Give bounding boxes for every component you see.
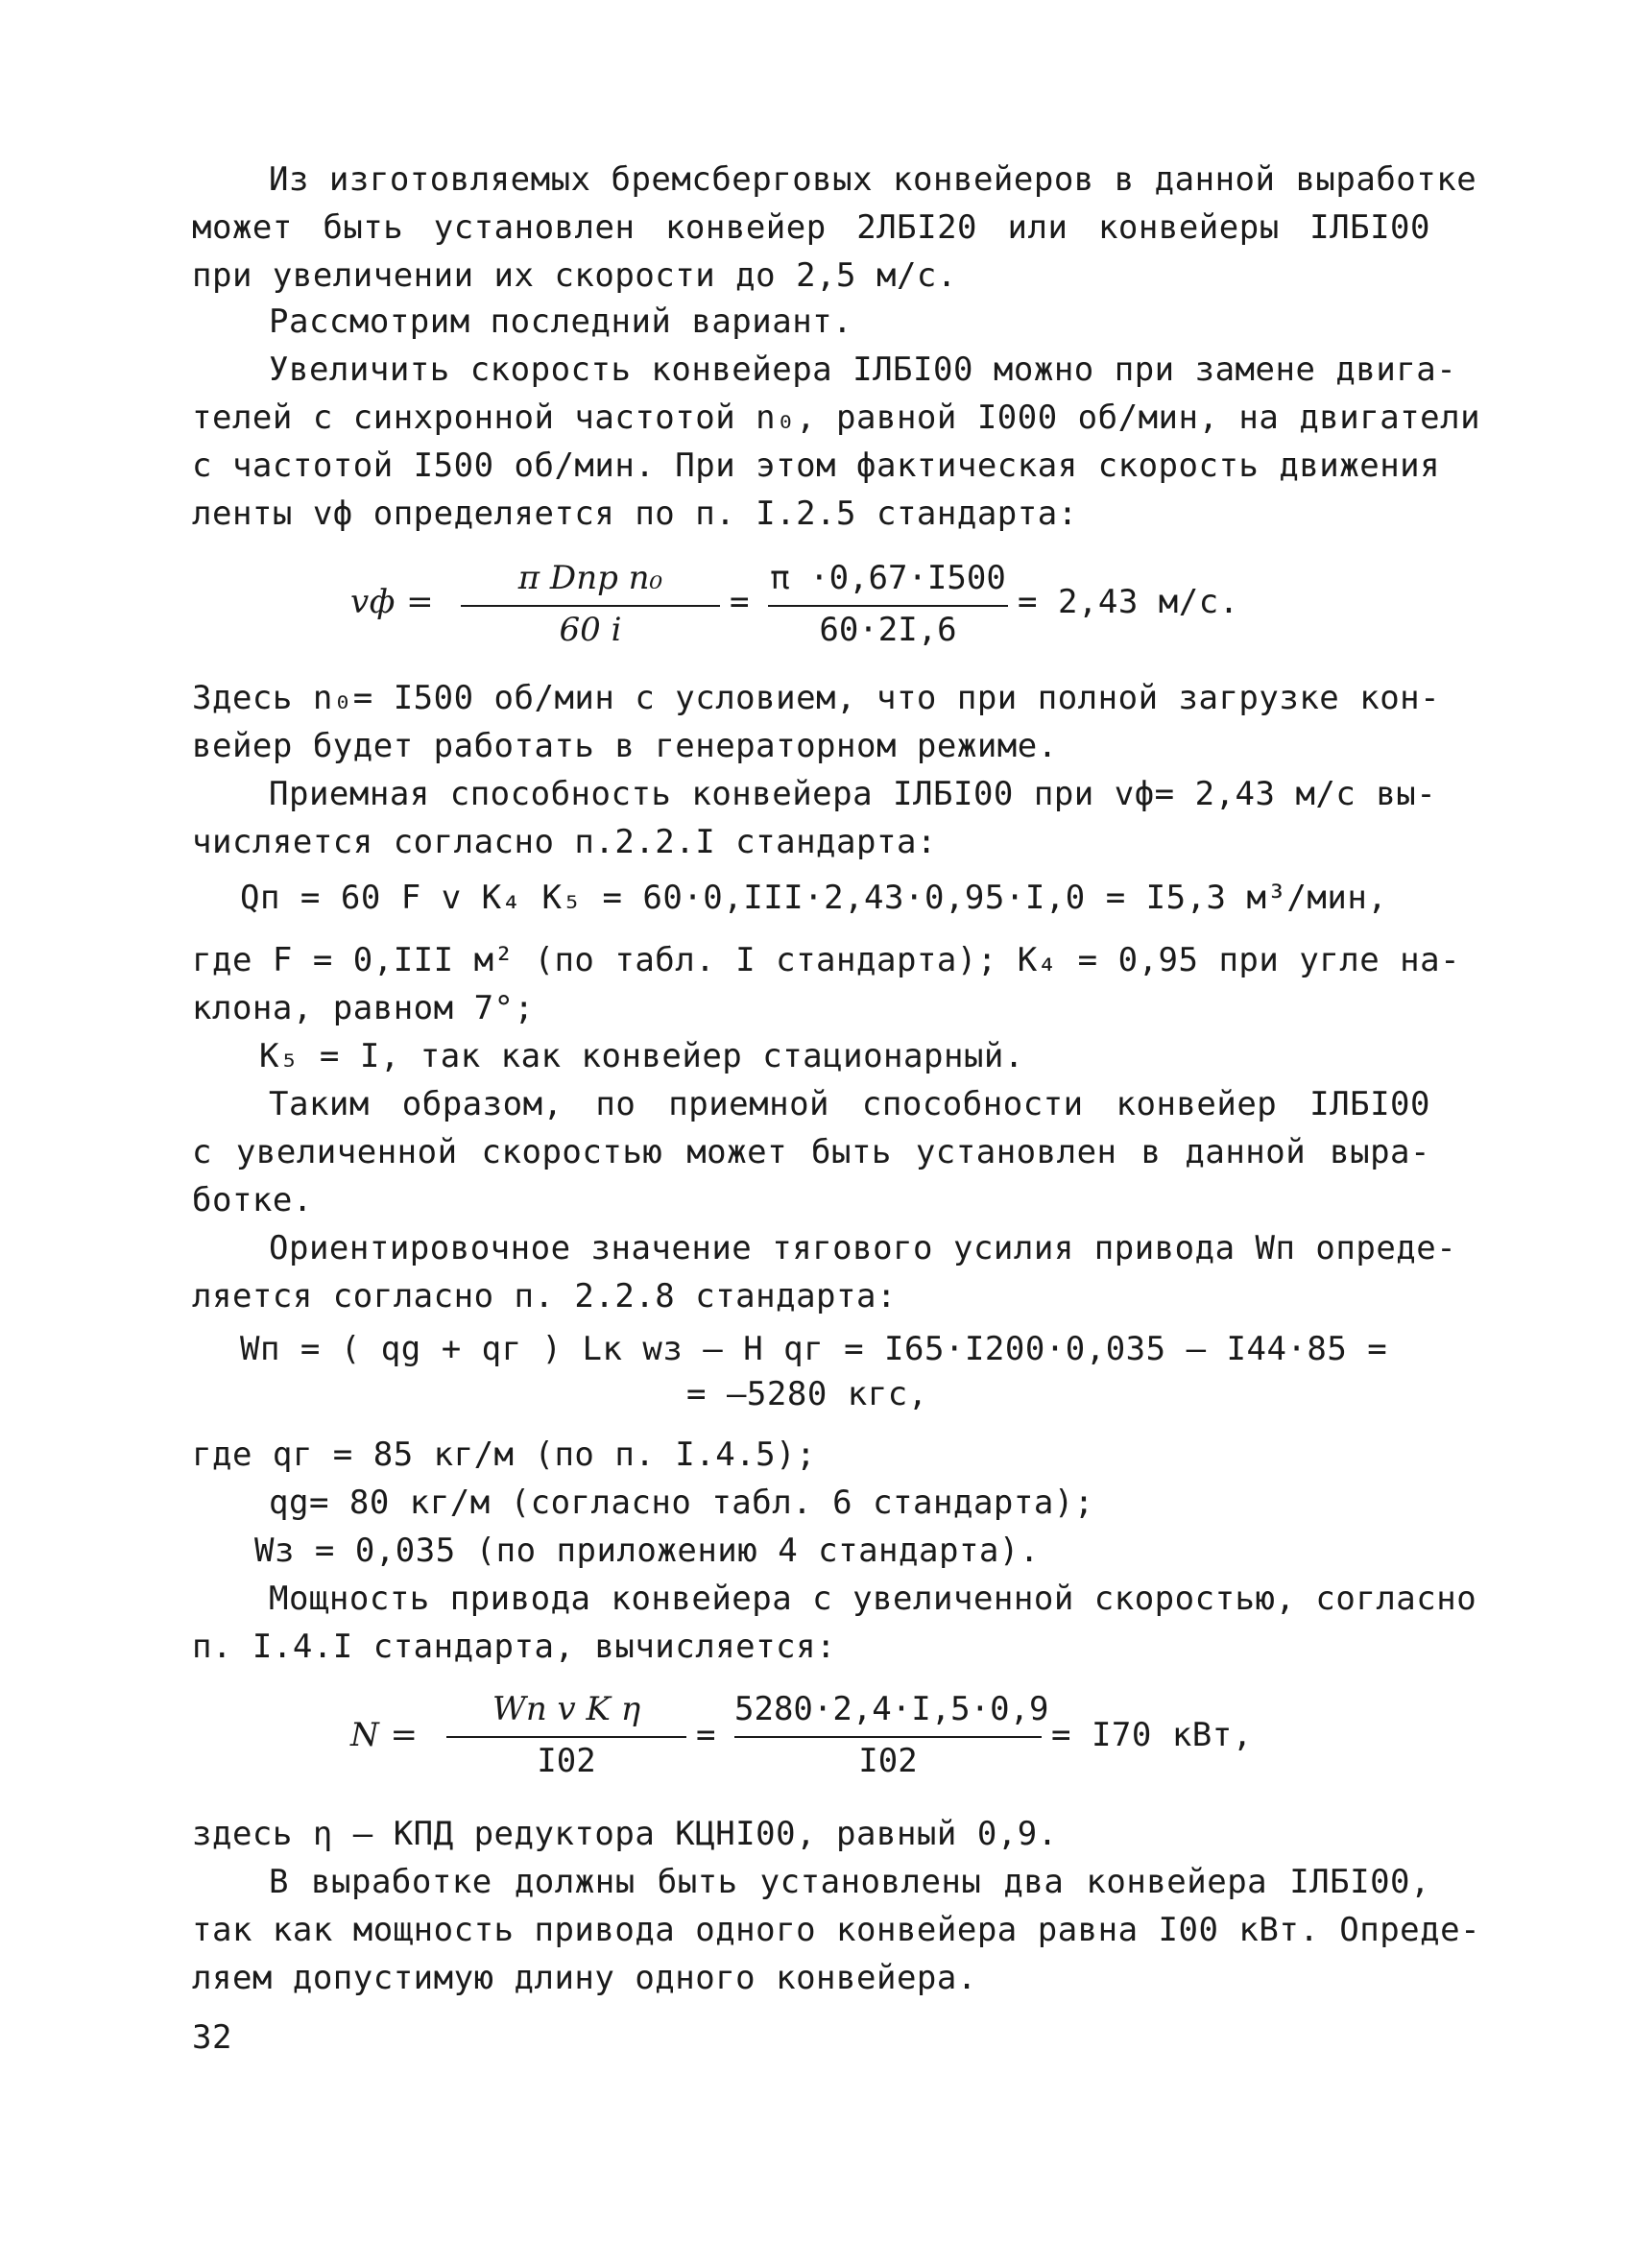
formula-capacity: Qп = 60 F v K₄ K₅ = 60·0,III·2,43·0,95·I,0 = I5,3 м³/мин, xyxy=(240,879,1388,917)
text-line: ляется согласно п. 2.2.8 стандарта: xyxy=(192,1277,897,1315)
fraction-bar xyxy=(461,605,720,607)
page-number: 32 xyxy=(192,2018,232,2057)
text-line: п. I.4.I стандарта, вычисляется: xyxy=(192,1628,837,1666)
formula-lhs: N = xyxy=(350,1716,419,1754)
text-line: здесь η – КПД редуктора КЦНI00, равный 0,9. xyxy=(192,1815,1058,1853)
text-line: Рассмотрим последний вариант. xyxy=(269,302,853,341)
text-line: ляем допустимую длину одного конвейера. xyxy=(192,1959,977,1997)
equals-sign: = xyxy=(696,1716,716,1754)
formula-numerator: 5280·2,4·I,5·0,9 xyxy=(734,1690,1049,1728)
text-line: Ориентировочное значение тягового усилия привода Wп опреде- xyxy=(269,1229,1457,1267)
text-line: Wз = 0,035 (по приложению 4 стандарта). xyxy=(254,1532,1040,1570)
text-line: Из изготовляемых бремсберговых конвейеров в данной выработке xyxy=(269,160,1477,199)
text-line: вейер будет работать в генераторном режиме. xyxy=(192,727,1058,765)
text-line: Мощность привода конвейера с увеличенной скоростью, согласно xyxy=(269,1580,1477,1618)
text-line: с частотой I500 об/мин. При этом фактическая скорость движения xyxy=(192,446,1441,485)
formula-numerator: Wп v K η xyxy=(492,1690,641,1728)
text-line: Приемная способность конвейера IЛБI00 при vф= 2,43 м/с вы- xyxy=(269,775,1437,813)
text-line: K₅ = I, так как конвейер стационарный. xyxy=(259,1037,1024,1075)
formula-traction-line1: Wп = ( qg + qг ) Lк wз – H qг = I65·I200·0,035 – I44·85 = xyxy=(240,1330,1388,1368)
text-line: qg= 80 кг/м (согласно табл. 6 стандарта); xyxy=(269,1484,1094,1522)
text-line: ботке. xyxy=(192,1181,313,1219)
formula-numerator: π Dпр n₀ xyxy=(517,559,663,597)
text-line: Увеличить скорость конвейера IЛБI00 можно при замене двига- xyxy=(269,350,1457,389)
text-line: Здесь n₀= I500 об/мин с условием, что при полной загрузке кон- xyxy=(192,679,1441,717)
formula-denominator: I02 xyxy=(858,1742,918,1780)
fraction-bar xyxy=(446,1736,686,1738)
text-line: клона, равном 7°; xyxy=(192,989,535,1027)
formula-result: = I70 кВт, xyxy=(1051,1716,1253,1754)
fraction-bar xyxy=(768,605,1008,607)
text-line: ленты vф определяется по п. I.2.5 стандарта: xyxy=(192,495,1078,533)
formula-denominator: 60·2I,6 xyxy=(819,611,957,649)
formula-result: = 2,43 м/с. xyxy=(1018,583,1239,621)
formula-denominator: I02 xyxy=(537,1742,596,1780)
text-line: так как мощность привода одного конвейера равна I00 кВт. Опреде- xyxy=(192,1911,1481,1949)
text-line: при увеличении их скорости до 2,5 м/с. xyxy=(192,256,957,295)
formula-traction-line2: = –5280 кгс, xyxy=(686,1375,928,1413)
text-line: может быть установлен конвейер 2ЛБI20 или конвейеры IЛБI00 xyxy=(192,208,1430,247)
formula-lhs: vф = xyxy=(350,583,435,621)
fraction-bar xyxy=(734,1736,1042,1738)
text-line: где F = 0,III м² (по табл. I стандарта); K₄ = 0,95 при угле на- xyxy=(192,941,1461,979)
text-line: телей с синхронной частотой n₀, равной I000 об/мин, на двигатели xyxy=(192,398,1481,437)
text-line: В выработке должны быть установлены два конвейера IЛБI00, xyxy=(269,1863,1430,1901)
text-line: Таким образом, по приемной способности конвейер IЛБI00 xyxy=(269,1085,1430,1123)
formula-denominator: 60 i xyxy=(559,611,622,649)
text-line: числяется согласно п.2.2.I стандарта: xyxy=(192,823,937,861)
text-line: где qг = 85 кг/м (по п. I.4.5); xyxy=(192,1436,817,1474)
equals-sign: = xyxy=(730,583,750,621)
formula-numerator: π ·0,67·I500 xyxy=(770,559,1006,597)
text-line: с увеличенной скоростью может быть установлен в данной выра- xyxy=(192,1133,1430,1171)
